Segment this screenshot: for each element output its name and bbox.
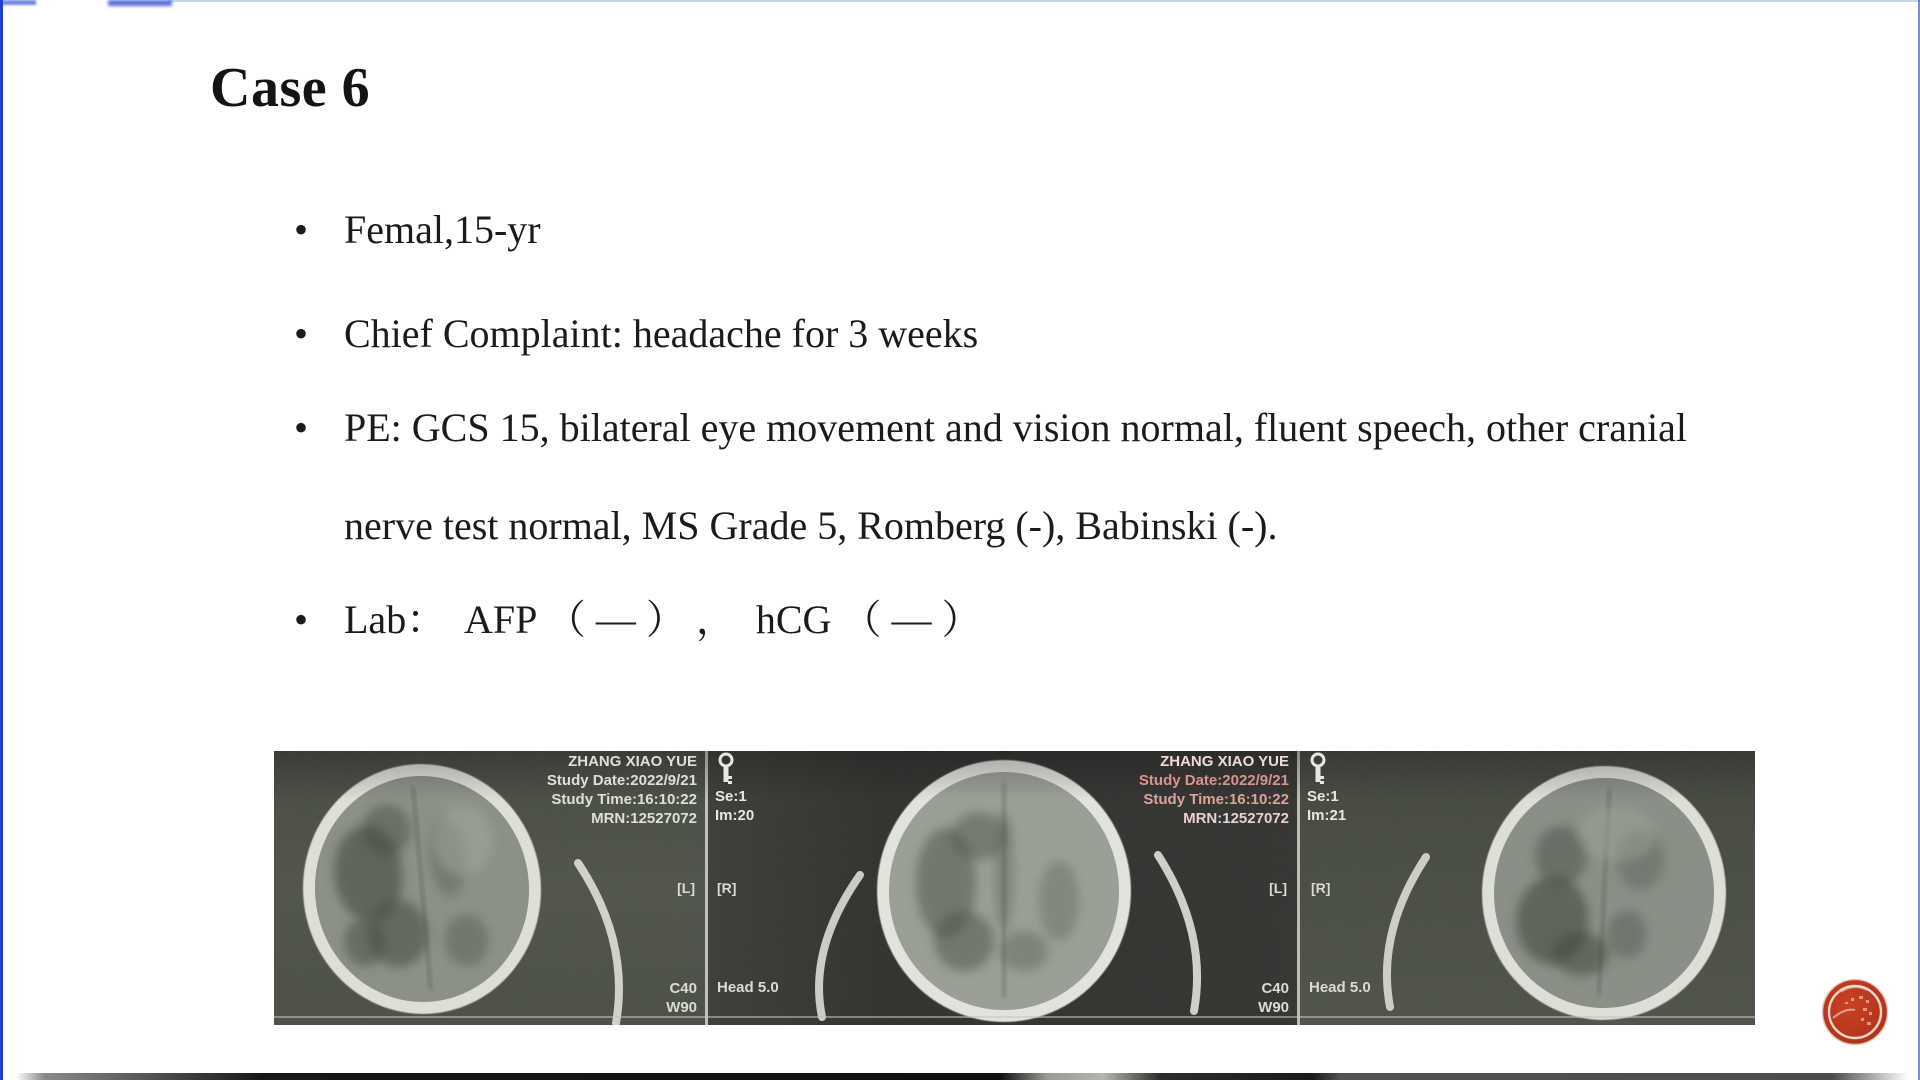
image-number: Im:21 bbox=[1307, 807, 1347, 824]
window-left-border bbox=[0, 0, 3, 1080]
protocol-label: Head 5.0 bbox=[1309, 979, 1371, 996]
series-image-block bbox=[1307, 787, 1346, 825]
patient-info-block bbox=[1139, 752, 1289, 828]
ct-scan-rendering bbox=[274, 751, 1755, 1025]
bullet-line-lab: Lab： AFP （ — ） ， hCG （ — ） bbox=[344, 597, 982, 642]
bullet-line-chief-complaint: Chief Complaint: headache for 3 weeks bbox=[344, 311, 979, 356]
hospital-seal-logo bbox=[1821, 978, 1889, 1046]
series-image-block bbox=[715, 787, 754, 825]
series-label: Se:1 bbox=[1307, 788, 1339, 805]
study-time: Study Time:16:10:22 bbox=[1143, 791, 1289, 808]
bullet-marker: • bbox=[294, 311, 309, 356]
bullet-line-patient: Femal,15-yr bbox=[344, 207, 541, 252]
study-date: Study Date:2022/9/21 bbox=[1138, 772, 1289, 789]
study-time: Study Time:16:10:22 bbox=[551, 791, 697, 808]
series-label: Se:1 bbox=[715, 788, 747, 805]
orientation-marker-left: [L] bbox=[1269, 880, 1287, 896]
window-center: C40 bbox=[669, 980, 697, 997]
top-left-artifact bbox=[108, 0, 172, 6]
orientation-marker-left: [L] bbox=[677, 880, 695, 896]
window-settings bbox=[1258, 979, 1289, 1017]
bottom-edge-bar bbox=[16, 1073, 1908, 1080]
protocol-label: Head 5.0 bbox=[717, 979, 779, 996]
bullet-marker: • bbox=[294, 207, 309, 252]
bullet-marker: • bbox=[294, 597, 309, 642]
window-center: C40 bbox=[1261, 980, 1289, 997]
window-width: W90 bbox=[666, 999, 697, 1016]
bullet-marker: • bbox=[294, 405, 309, 450]
top-left-artifact bbox=[2, 0, 36, 5]
mrn: MRN:12527072 bbox=[1183, 810, 1289, 827]
orientation-marker-right: [R] bbox=[1311, 880, 1331, 896]
slide-title: Case 6 bbox=[210, 57, 371, 119]
window-width: W90 bbox=[1258, 999, 1289, 1016]
orientation-marker-right: [R] bbox=[717, 880, 737, 896]
study-date: Study Date:2022/9/21 bbox=[546, 772, 697, 789]
window-settings bbox=[666, 979, 697, 1017]
patient-name: ZHANG XIAO YUE bbox=[1160, 753, 1289, 770]
image-number: Im:20 bbox=[715, 807, 755, 824]
patient-name: ZHANG XIAO YUE bbox=[568, 753, 697, 770]
bullet-line-pe-2: nerve test normal, MS Grade 5, Romberg (-), Babinski (-). bbox=[344, 503, 1278, 548]
mrn: MRN:12527072 bbox=[591, 810, 697, 827]
patient-info-block bbox=[547, 752, 697, 828]
window-top-line bbox=[168, 0, 1920, 2]
bullet-line-pe-1: PE: GCS 15, bilateral eye movement and vision normal, fluent speech, other cranial bbox=[344, 405, 1687, 450]
ct-image-strip bbox=[274, 751, 1755, 1025]
